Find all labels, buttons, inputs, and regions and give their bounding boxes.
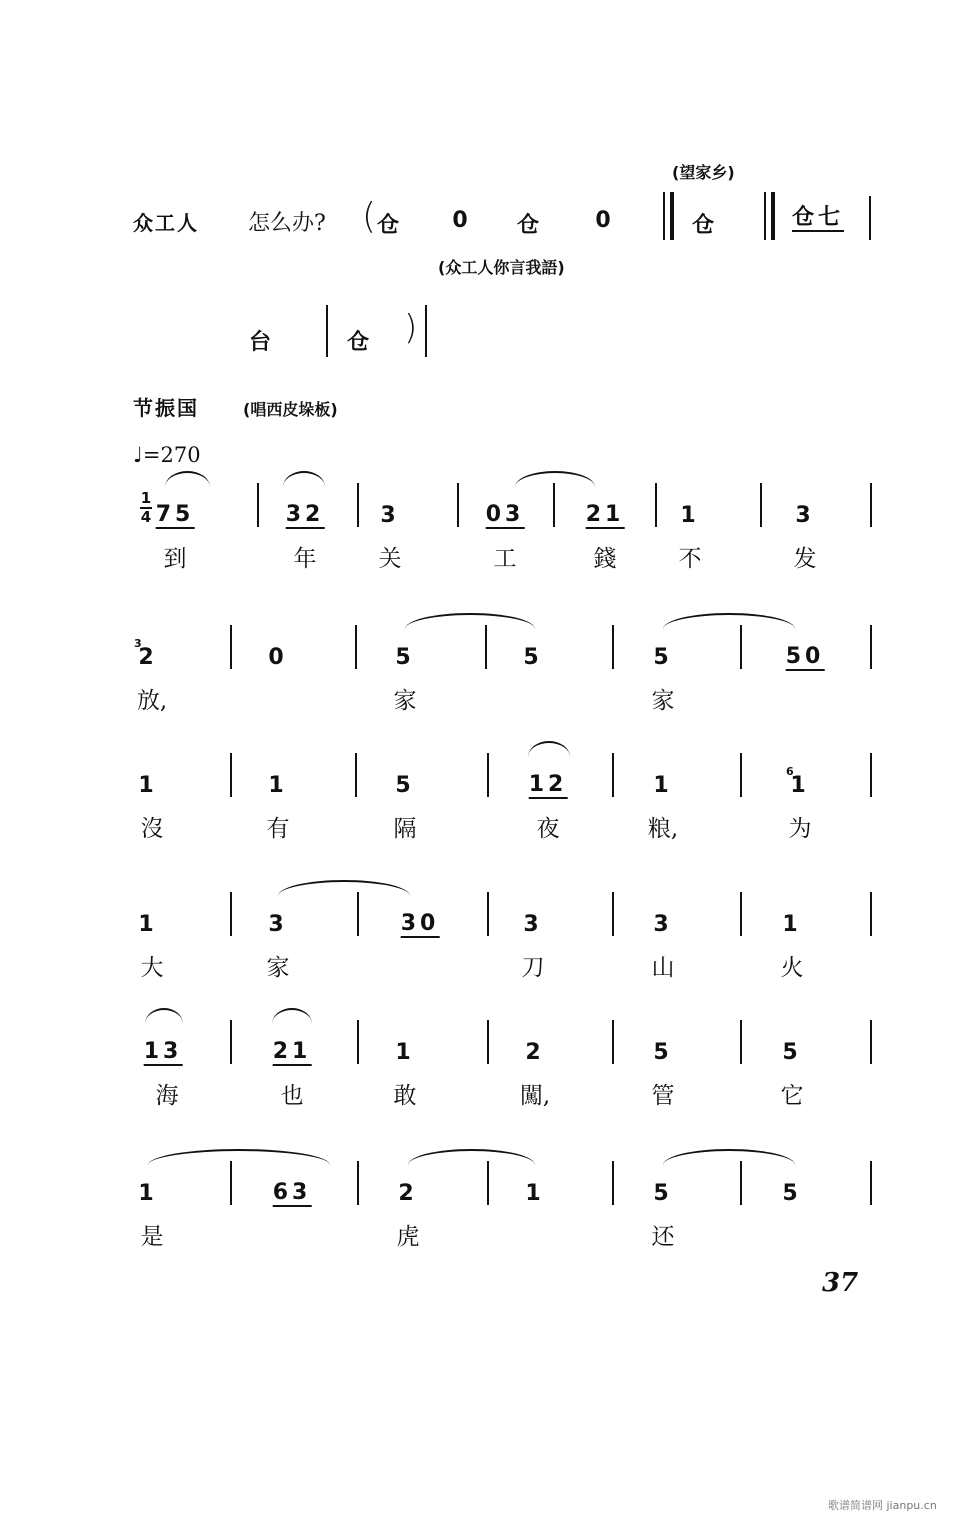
tempo-marking: ♩=270 xyxy=(133,443,201,467)
barline xyxy=(326,305,328,357)
perc-2: 0 xyxy=(452,208,472,233)
perc-cangqi: 仓七 xyxy=(791,205,845,230)
lyric: 年 xyxy=(293,546,317,572)
barline xyxy=(425,305,427,357)
barline xyxy=(487,1161,489,1205)
note: 50 xyxy=(785,644,825,669)
lyric: 錢 xyxy=(593,546,617,572)
note: 5 xyxy=(653,1181,673,1206)
lyric: 不 xyxy=(678,546,702,572)
barline xyxy=(357,483,359,527)
lyric: 它 xyxy=(780,1083,804,1109)
barline xyxy=(230,1020,232,1064)
perc-cang: 仓 xyxy=(346,330,374,355)
slur xyxy=(145,1008,183,1024)
slur xyxy=(165,471,210,487)
note: 1 xyxy=(790,773,810,798)
barline xyxy=(457,483,459,527)
note: 5 xyxy=(653,645,673,670)
barline xyxy=(230,1161,232,1205)
note: 2 xyxy=(398,1181,418,1206)
slur xyxy=(408,1149,535,1165)
note: 5 xyxy=(653,1040,673,1065)
lyric: 火 xyxy=(780,955,804,981)
slur xyxy=(528,741,570,757)
note: 1 xyxy=(138,912,158,937)
note: 1 xyxy=(680,503,700,528)
repeat-cell: 仓 xyxy=(691,213,719,238)
barline xyxy=(740,1020,742,1064)
time-sig-bottom: 4 xyxy=(140,508,152,526)
note: 1 xyxy=(653,773,673,798)
barline xyxy=(870,1161,872,1205)
slur xyxy=(272,1008,312,1024)
slur xyxy=(283,471,325,487)
barline xyxy=(355,753,357,797)
note: 3 xyxy=(795,503,815,528)
lyric: 夜 xyxy=(536,816,560,842)
barline xyxy=(357,892,359,936)
barline xyxy=(870,753,872,797)
note: 63 xyxy=(272,1180,312,1205)
perc-1: 仓 xyxy=(376,213,404,238)
note: 13 xyxy=(143,1039,183,1064)
note: 1 xyxy=(395,1040,415,1065)
barline xyxy=(740,753,742,797)
barline xyxy=(870,625,872,669)
open-paren: ( xyxy=(362,196,377,237)
time-sig-top: 1 xyxy=(140,489,152,507)
note: 21 xyxy=(585,502,625,527)
barline xyxy=(655,483,657,527)
slur xyxy=(278,880,410,896)
slur xyxy=(148,1149,330,1165)
lyric: 刀 xyxy=(521,955,545,981)
note: 2 xyxy=(138,645,158,670)
lyric: 为 xyxy=(788,816,812,842)
slur xyxy=(405,613,535,629)
lyric: 沒 xyxy=(140,816,164,842)
note: 5 xyxy=(782,1040,802,1065)
note: 3 xyxy=(523,912,543,937)
lyric: 到 xyxy=(163,546,187,572)
lyric: 敢 xyxy=(393,1083,417,1109)
note: 12 xyxy=(528,772,568,797)
lyric: 家 xyxy=(266,955,290,981)
barline xyxy=(257,483,259,527)
slur xyxy=(663,613,795,629)
barline xyxy=(487,1020,489,1064)
barline xyxy=(740,625,742,669)
lyric: 发 xyxy=(793,546,817,572)
note: 1 xyxy=(138,1181,158,1206)
note: 2 xyxy=(525,1040,545,1065)
note: 03 xyxy=(485,502,525,527)
grace-note: 6 xyxy=(786,765,794,778)
note: 0 xyxy=(268,645,288,670)
lyric: 粮, xyxy=(647,816,679,842)
barline xyxy=(612,892,614,936)
lyric: 闖, xyxy=(519,1083,551,1109)
barline xyxy=(230,892,232,936)
barline xyxy=(553,483,555,527)
barline xyxy=(487,892,489,936)
watermark: 歌谱简谱网 jianpu.cn xyxy=(828,1499,937,1512)
perc-4: 0 xyxy=(595,208,615,233)
lyric: 大 xyxy=(140,955,164,981)
repeat-end xyxy=(764,192,775,240)
lyric: 还 xyxy=(651,1224,675,1250)
note: 1 xyxy=(782,912,802,937)
lyric: 隔 xyxy=(393,816,417,842)
barline xyxy=(612,1020,614,1064)
note: 3 xyxy=(268,912,288,937)
lyric: 也 xyxy=(280,1083,304,1109)
lyric: 关 xyxy=(378,546,402,572)
close-paren: ) xyxy=(404,308,418,348)
page-number: 37 xyxy=(822,1268,859,1298)
note: 5 xyxy=(395,773,415,798)
note: 5 xyxy=(782,1181,802,1206)
barline xyxy=(869,196,871,240)
note: 30 xyxy=(400,911,440,936)
singing-style: (唱西皮垛板) xyxy=(243,400,338,419)
lyric: 工 xyxy=(493,546,517,572)
barline xyxy=(740,892,742,936)
lyric: 管 xyxy=(651,1083,675,1109)
note: 1 xyxy=(525,1181,545,1206)
lyric: 家 xyxy=(393,688,417,714)
note: 1 xyxy=(138,773,158,798)
note: 75 xyxy=(155,502,195,527)
perc-3: 仓 xyxy=(516,213,544,238)
note: 5 xyxy=(523,645,543,670)
role-jie-zhenguo: 节振国 xyxy=(133,396,199,420)
barline xyxy=(612,753,614,797)
barline xyxy=(760,483,762,527)
perc-tai: 台 xyxy=(248,330,276,355)
spoken-line: 怎么办? xyxy=(248,211,326,236)
time-signature xyxy=(140,490,152,526)
note: 32 xyxy=(285,502,325,527)
lyric: 有 xyxy=(266,816,290,842)
barline xyxy=(740,1161,742,1205)
grace-note: 3 xyxy=(134,637,142,650)
barline xyxy=(487,753,489,797)
barline xyxy=(870,892,872,936)
note: 3 xyxy=(380,503,400,528)
note: 21 xyxy=(272,1039,312,1064)
lyric: 是 xyxy=(140,1224,164,1250)
lyric: 海 xyxy=(155,1083,179,1109)
barline xyxy=(870,483,872,527)
barline xyxy=(612,625,614,669)
barline xyxy=(870,1020,872,1064)
label-wangjiaxiang: (望家乡) xyxy=(672,163,735,182)
note: 3 xyxy=(653,912,673,937)
slur xyxy=(663,1149,795,1165)
barline xyxy=(485,625,487,669)
role-workers: 众工人 xyxy=(133,211,199,235)
barline xyxy=(357,1020,359,1064)
note: 5 xyxy=(395,645,415,670)
label-workers-chatter: (众工人你言我語) xyxy=(438,258,565,277)
repeat-start xyxy=(663,192,674,240)
barline xyxy=(357,1161,359,1205)
barline xyxy=(230,625,232,669)
note: 1 xyxy=(268,773,288,798)
lyric: 虎 xyxy=(396,1224,420,1250)
lyric: 家 xyxy=(651,688,675,714)
barline xyxy=(612,1161,614,1205)
lyric: 放, xyxy=(136,688,168,714)
barline xyxy=(230,753,232,797)
slur xyxy=(515,471,595,487)
lyric: 山 xyxy=(651,955,675,981)
barline xyxy=(355,625,357,669)
